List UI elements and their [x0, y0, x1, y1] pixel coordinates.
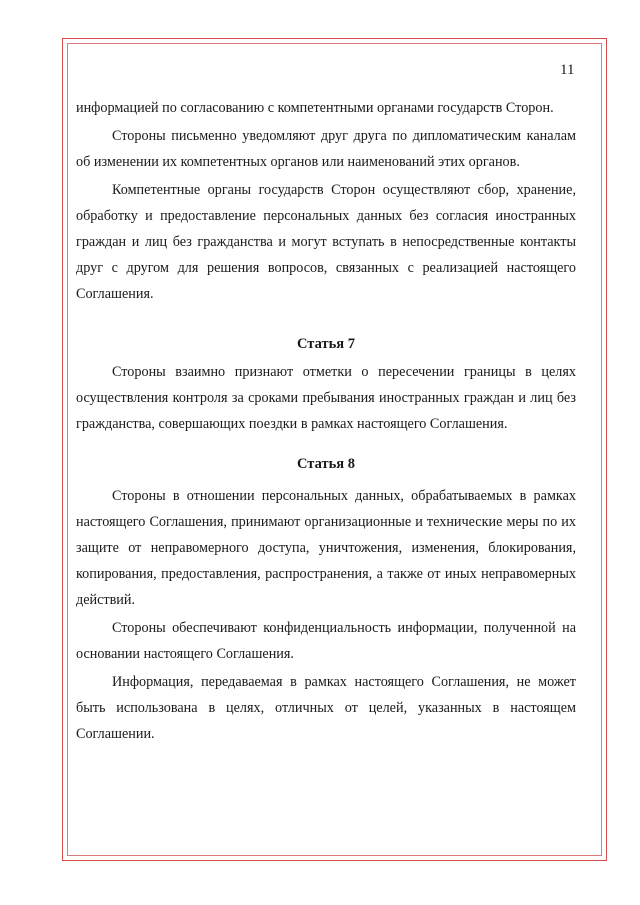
paragraph-notification: Стороны письменно уведомляют друг друга по дипломатическим каналам об изменении их компетентных органов или наименований этих органов. [76, 128, 576, 170]
article-8-paragraph-1: Стороны в отношении персональных данных, обрабатываемых в рамках настоящего Соглашения, принимают организационные и технические меры по их защите от неправомерного доступа, уничтожения, изменения, блокирования, копирования, предоставления, распространения, а также от иных неправомерных действий. [76, 488, 576, 608]
article-7-heading: Статья 7 [297, 336, 355, 352]
article-7-paragraph: Стороны взаимно признают отметки о пересечении границы в целях осуществления контроля за сроками пребывания иностранных граждан и лиц без гражданства, совершающих поездки в рамках настоящего Соглашения. [76, 364, 576, 432]
article-8-paragraph-3: Информация, передаваемая в рамках настоящего Соглашения, не может быть использована в целях, отличных от целей, указанных в настоящем Соглашении. [76, 674, 576, 742]
paragraph-personal-data: Компетентные органы государств Сторон осуществляют сбор, хранение, обработку и предоставление персональных данных без согласия иностранных граждан и лиц без гражданства и могут вступать в непосредственные контакты друг с другом для решения вопросов, связанных с реализацией настоящего Соглашения. [76, 182, 576, 302]
article-8-heading: Статья 8 [297, 456, 355, 472]
document-body [76, 95, 576, 747]
article-8-paragraph-2: Стороны обеспечивают конфиденциальность информации, полученной на основании настоящего Соглашения. [76, 620, 576, 662]
page-number: 11 [560, 62, 575, 78]
paragraph-continuation: информацией по согласованию с компетентными органами государств Сторон. [76, 100, 554, 116]
